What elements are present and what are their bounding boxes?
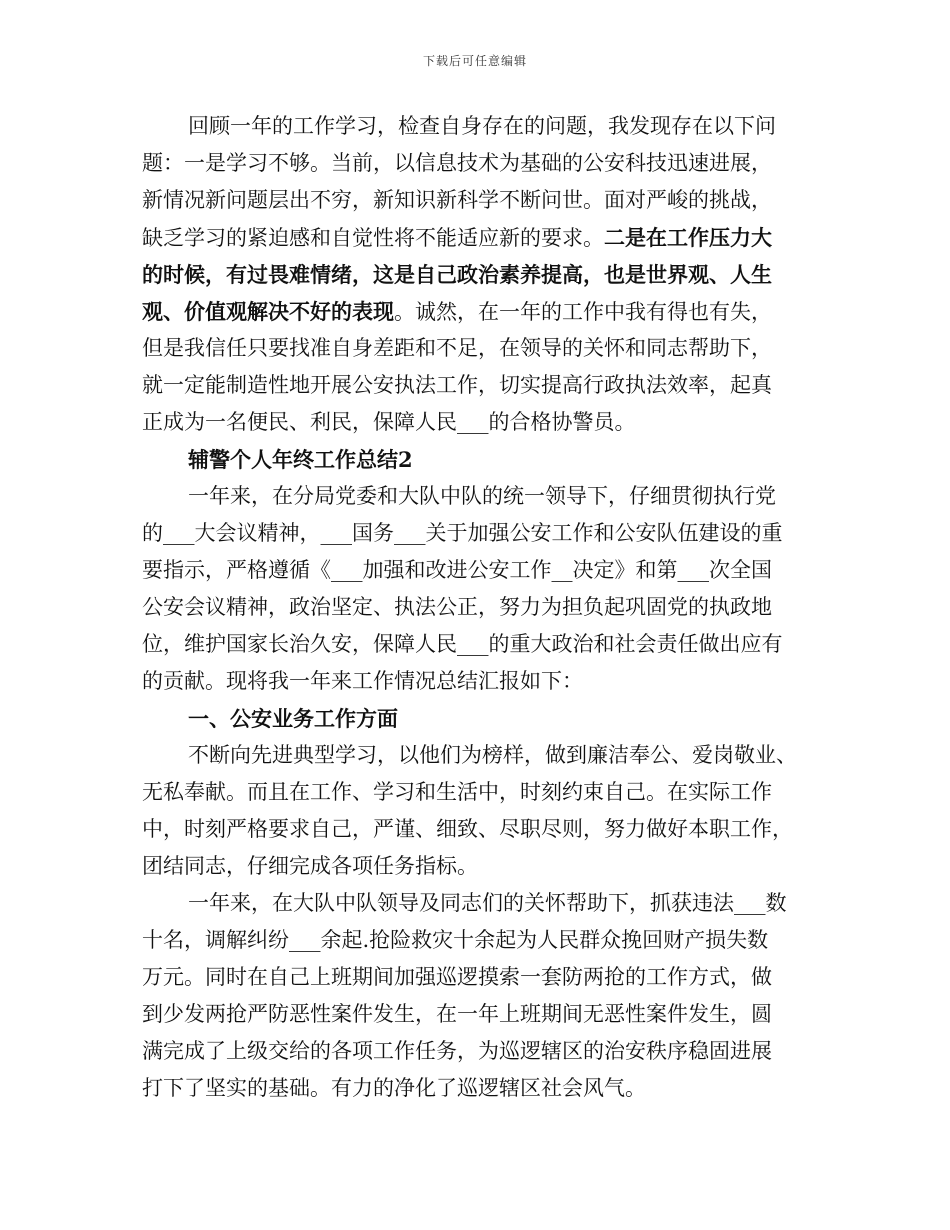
text-line: 公安会议精神，政治坚定、执法公正，努力为担负起巩固党的执政地 bbox=[142, 595, 772, 619]
text-segment: 。诚然，在一年的工作中我有得也有失， bbox=[394, 300, 772, 324]
text-line: 满完成了上级交给的各项工作任务，为巡逻辖区的治安秩序稳固进展 bbox=[142, 1039, 772, 1063]
text-line: 到少发两抢严防恶性案件发生，在一年上班期间无恶性案件发生，圆 bbox=[142, 1002, 772, 1026]
text-segment: 缺乏学习的紧迫感和自觉性将不能适应新的要求。 bbox=[142, 226, 604, 250]
text-line: 打下了坚实的基础。有力的净化了巡逻辖区社会风气。 bbox=[142, 1076, 646, 1100]
text-line: 无私奉献。而且在工作、学习和生活中，时刻约束自己。在实际工作 bbox=[142, 780, 772, 804]
text-line: 不断向先进典型学习，以他们为榜样，做到廉洁奉公、爱岗敬业、 bbox=[188, 743, 797, 767]
document-body bbox=[142, 108, 822, 1107]
text-line: 但是我信任只要找准自身差距和不足，在领导的关怀和同志帮助下， bbox=[142, 336, 772, 360]
page-header-note: 下载后可任意编辑 bbox=[422, 54, 527, 68]
text-line: 要指示，严格遵循《___加强和改进公安工作__决定》和第___次全国 bbox=[142, 558, 772, 582]
text-line: 位，维护国家长治久安，保障人民___的重大政治和社会责任做出应有 bbox=[142, 632, 783, 656]
text-line: 回顾一年的工作学习，检查自身存在的问题，我发现存在以下问 bbox=[188, 114, 776, 138]
text-line: 团结同志，仔细完成各项任务指标。 bbox=[142, 854, 478, 878]
text-line: 就一定能制造性地开展公安执法工作，切实提高行政执法效率，起真 bbox=[142, 373, 772, 397]
text-line: 题：一是学习不够。当前，以信息技术为基础的公安科技迅速进展， bbox=[142, 151, 772, 175]
text-line: 十名，调解纠纷___余起.抢险救灾十余起为人民群众挽回财产损失数 bbox=[142, 928, 769, 952]
text-segment: 二是在工作压力大 bbox=[604, 225, 772, 250]
text-line: 一年来，在分局党委和大队中队的统一领导下，仔细贯彻执行党 bbox=[188, 484, 776, 508]
text-line: 辅警个人年终工作总结2 bbox=[188, 447, 413, 472]
text-line: 一、公安业务工作方面 bbox=[188, 706, 398, 731]
text-line bbox=[142, 293, 822, 330]
text-line: 万元。同时在自己上班期间加强巡逻摸索一套防两抢的工作方式，做 bbox=[142, 965, 772, 989]
text-line bbox=[142, 219, 822, 256]
text-line: 中，时刻严格要求自己，严谨、细致、尽职尽则，努力做好本职工作， bbox=[142, 817, 793, 841]
text-line: 的___大会议精神，___国务___关于加强公安工作和公安队伍建设的重 bbox=[142, 521, 783, 545]
text-line: 新情况新问题层出不穷，新知识新科学不断问世。面对严峻的挑战， bbox=[142, 188, 772, 212]
text-line: 的时候，有过畏难情绪，这是自己政治素养提高，也是世界观、人生 bbox=[142, 262, 772, 287]
text-line: 正成为一名便民、利民，保障人民___的合格协警员。 bbox=[142, 410, 636, 434]
text-line: 一年来，在大队中队领导及同志们的关怀帮助下，抓获违法___数 bbox=[188, 891, 787, 915]
text-segment: 观、价值观解决不好的表现 bbox=[142, 299, 394, 324]
text-line: 的贡献。现将我一年来工作情况总结汇报如下： bbox=[142, 669, 583, 693]
